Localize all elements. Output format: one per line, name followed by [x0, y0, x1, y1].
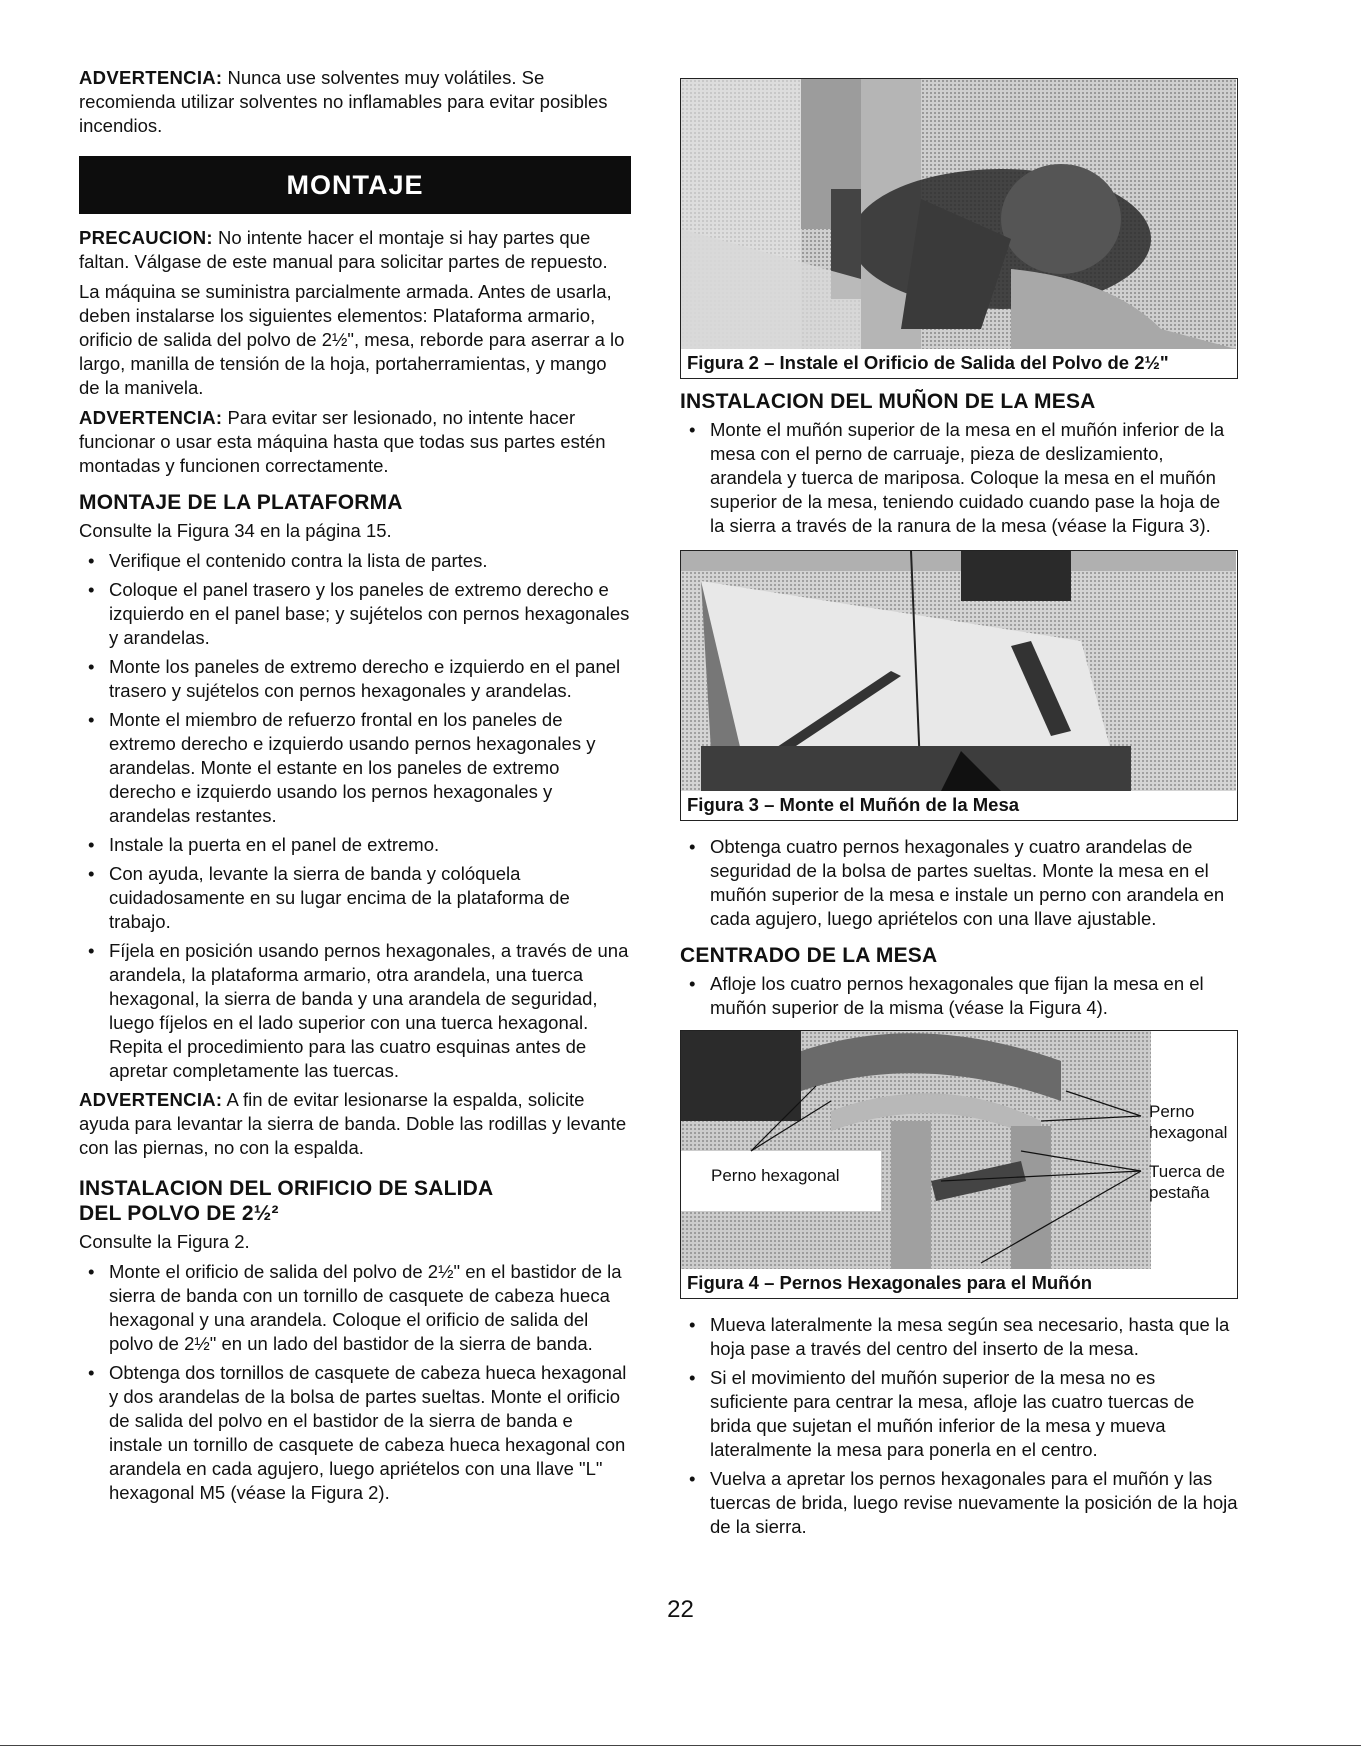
label-flange-nut: Tuerca de pestaña [1149, 1162, 1225, 1202]
figure-2-photo [681, 79, 1237, 349]
trunnion-steps [680, 418, 1238, 538]
page-number: 22 [667, 1596, 694, 1623]
list-item: • Mueva lateralmente la mesa según sea necesario, hasta que la hoja pase a través del centro del inserto de la mesa. [680, 1313, 1238, 1361]
centering-steps [680, 972, 1238, 1020]
list-item: • Monte el muñón superior de la mesa en el muñón inferior de la mesa con el perno de carruaje, pieza de deslizamiento, arandela y tuerca de mariposa. Coloque la mesa en el muñón superior de la mesa, teniendo cuidado cuando pase la hoja de la sierra a través de la ranura de la mesa (véase la Figura 3). [680, 418, 1238, 538]
heading-centering: CENTRADO DE LA MESA [680, 944, 938, 967]
footer-rule [0, 1745, 1361, 1746]
centering-steps-after [680, 1313, 1238, 1539]
heading-platform: MONTAJE DE LA PLATAFORMA [79, 491, 403, 514]
figure-2 [680, 78, 1238, 379]
trunnion-photo [681, 551, 1236, 791]
list-item: • Monte el orificio de salida del polvo de 2½" en el bastidor de la sierra de banda con un tornillo de casquete de cabeza hueca hexagonal y una arandela. Coloque el orificio de salida del polvo de 2½" en un lado del bastidor de la sierra de banda. [79, 1260, 631, 1356]
list-item: • Con ayuda, levante la sierra de banda y colóquela cuidadosamente en su lugar encima de la plataforma de trabajo. [79, 862, 631, 934]
list-item: • Verifique el contenido contra la lista de partes. [79, 549, 631, 573]
intro-paragraph: La máquina se suministra parcialmente armada. Antes de usarla, deben instalarse los siguientes elementos: Plataforma armario, orificio de salida del polvo de 2½", mesa, reborde para aserrar a lo largo, manilla de tensión de la hoja, portaherramientas, y mango de la manivela. [79, 281, 625, 398]
trunnion-bolts-photo [681, 1031, 1236, 1269]
figure-3-photo [681, 551, 1237, 791]
dust-port-photo [681, 79, 1236, 349]
figure-4 [680, 1030, 1238, 1299]
left-column [79, 66, 631, 1510]
label-hex-bolt-left: Perno hexagonal [711, 1166, 840, 1185]
platform-reference: Consulte la Figura 34 en la página 15. [79, 520, 392, 541]
list-item: • Monte los paneles de extremo derecho e izquierdo en el panel trasero y sujételos con pernos hexagonales y arandelas. [79, 655, 631, 703]
label-hex-bolt-right: Perno hexagonal [1149, 1102, 1228, 1142]
trunnion-steps-after [680, 835, 1238, 931]
list-item: • Coloque el panel trasero y los paneles de extremo derecho e izquierdo en el panel base; y sujételos con pernos hexagonales y arandelas. [79, 578, 631, 650]
list-item: • Vuelva a apretar los pernos hexagonales para el muñón y las tuercas de brida, luego revise nuevamente la posición de la hoja de la sierra. [680, 1467, 1238, 1539]
dust-steps [79, 1260, 631, 1505]
dust-reference: Consulte la Figura 2. [79, 1231, 250, 1252]
list-item: • Afloje los cuatro pernos hexagonales que fijan la mesa en el muñón superior de la misma (véase la Figura 4). [680, 972, 1238, 1020]
list-item: • Fíjela en posición usando pernos hexagonales, a través de una arandela, la plataforma armario, otra arandela, una tuerca hexagonal, la sierra de banda y una arandela de seguridad, luego fíjelos en el lado superior con una tuerca hexagonal. Repita el procedimiento para las cuatro esquinas antes de apretar completamente las tuercas. [79, 939, 631, 1083]
heading-dust-port: INSTALACION DEL ORIFICIO DE SALIDA DEL POLVO DE 2½² [79, 1177, 494, 1225]
platform-steps [79, 549, 631, 1083]
list-item: • Monte el miembro de refuerzo frontal en los paneles de extremo derecho e izquierdo usando pernos hexagonales y arandelas. Monte el estante en los paneles de extremo derecho e izquierdo usando los pernos hexagonales y arandelas restantes. [79, 708, 631, 828]
list-item: • Instale la puerta en el panel de extremo. [79, 833, 631, 857]
right-column [680, 78, 1238, 1544]
figure-3 [680, 550, 1238, 821]
caution-missing-parts: PRECAUCION: No intente hacer el montaje si hay partes que faltan. Válgase de este manual para solicitar partes de repuesto. [79, 227, 608, 272]
figure-4-photo [681, 1031, 1237, 1269]
warning-injury: ADVERTENCIA: Para evitar ser lesionado, no intente hacer funcionar o usar esta máquina hasta que todas sus partes estén montadas y funcionen correctamente. [79, 407, 606, 476]
figure-4-caption: Figura 4 – Pernos Hexagonales para el Muñón [681, 1269, 1237, 1298]
list-item: • Obtenga cuatro pernos hexagonales y cuatro arandelas de seguridad de la bolsa de partes sueltas. Monte la mesa en el muñón superior de la mesa e instale un perno con arandela en cada agujero, luego apriételos con una llave ajustable. [680, 835, 1238, 931]
heading-trunnion: INSTALACION DEL MUÑON DE LA MESA [680, 390, 1096, 413]
figure-3-caption: Figura 3 – Monte el Muñón de la Mesa [681, 791, 1237, 820]
warning-back-injury: ADVERTENCIA: A fin de evitar lesionarse la espalda, solicite ayuda para levantar la sierra de banda. Doble las rodillas y levante con las piernas, no con la espalda. [79, 1089, 627, 1158]
warning-volatile-solvents: ADVERTENCIA: Nunca use solventes muy volátiles. Se recomienda utilizar solventes no inflamables para evitar posibles incendios. [79, 67, 608, 136]
list-item: • Si el movimiento del muñón superior de la mesa no es suficiente para centrar la mesa, afloje las cuatro tuercas de brida que sujetan el muñón inferior de la mesa y mueva lateralmente la mesa para ponerla en el centro. [680, 1366, 1238, 1462]
list-item: • Obtenga dos tornillos de casquete de cabeza hueca hexagonal y dos arandelas de la bolsa de partes sueltas. Monte el orificio de salida del polvo en el bastidor de la sierra de banda e instale un tornillo de casquete de cabeza hueca hexagonal con arandela en cada agujero, luego apriételos con una llave "L" hexagonal M5 (véase la Figura 2). [79, 1361, 631, 1505]
section-banner-montaje: MONTAJE [79, 156, 631, 214]
figure-2-caption: Figura 2 – Instale el Orificio de Salida del Polvo de 2½" [681, 349, 1237, 378]
